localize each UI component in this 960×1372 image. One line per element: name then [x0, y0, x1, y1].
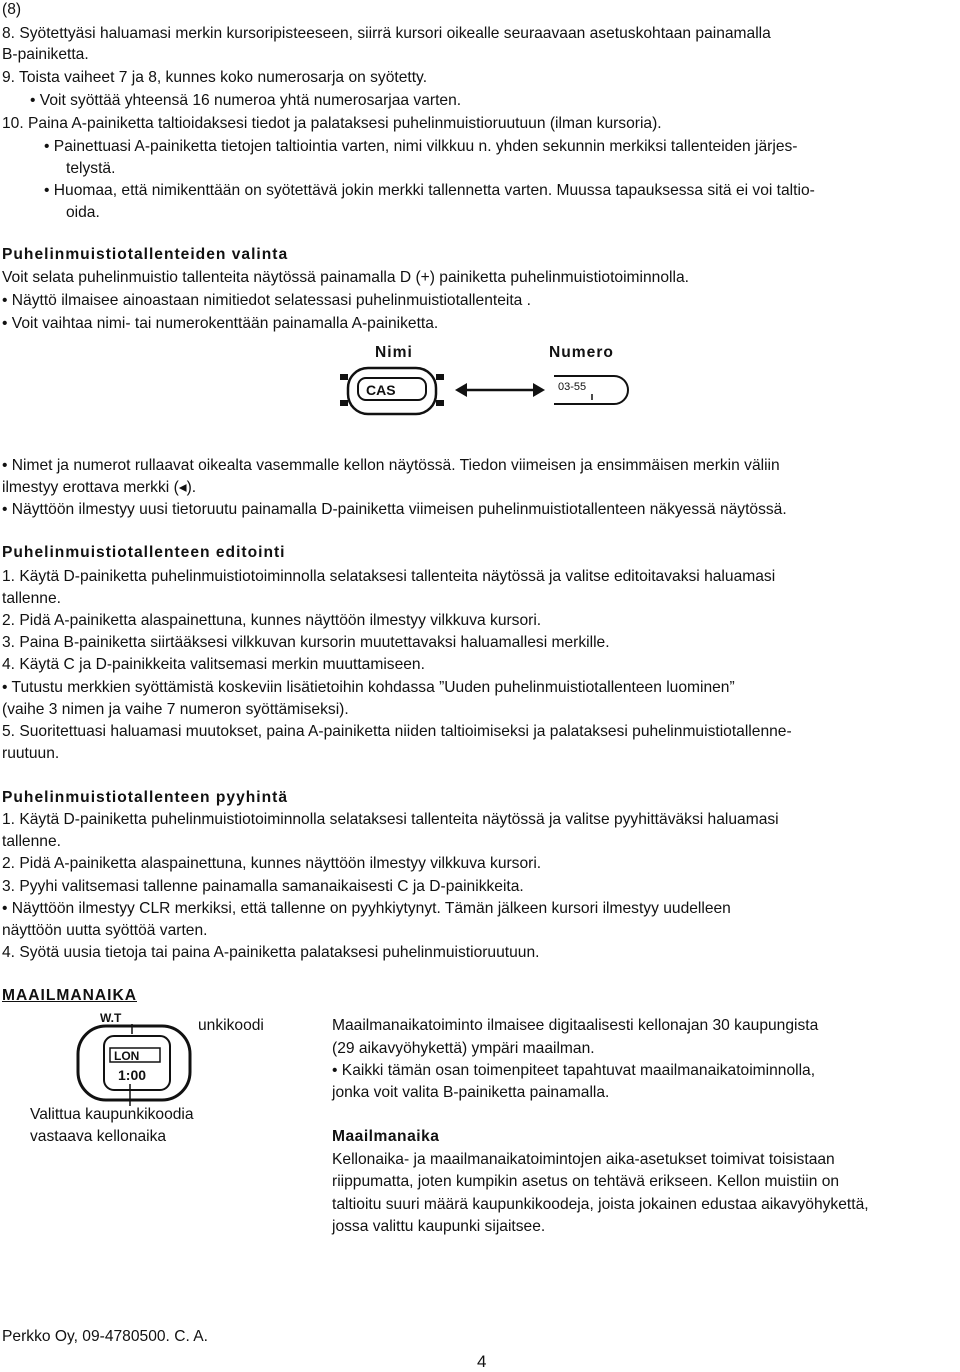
bullet-line: • Kaikki tämän osan toimenpiteet tapahtuvat maailmanaikatoiminnolla, — [332, 1062, 816, 1079]
world-time-watch-figure — [70, 1006, 200, 1106]
watch-name-text: CAS — [366, 382, 396, 398]
step-line: 4. Syötä uusia tietoja tai paina A-painiketta palataksesi puhelinmuistioruutuun. — [2, 944, 540, 961]
paragraph-line: Maailmanaikatoiminto ilmaisee digitaalisesti kellonajan 30 kaupungista — [332, 1017, 819, 1034]
step-line: 3. Pyyhi valitsemasi tallenne painamalla samanaikaisesti C ja D-painikkeita. — [2, 878, 524, 895]
sub-heading-maailmanaika: Maailmanaika — [332, 1128, 440, 1145]
watch-number-text: 03-55 — [558, 381, 587, 393]
paragraph-line: taltioitu suuri määrä kaupunkikoodeja, joista jokainen edustaa aikavyöhykettä, — [332, 1196, 869, 1213]
step-line: 1. Käytä D-painiketta puhelinmuistiotoiminnolla selataksesi tallenteita näytössä ja valitse editoitavaksi haluamasi — [2, 568, 776, 585]
double-arrow-icon — [455, 380, 545, 400]
world-time-time: 1:00 — [118, 1067, 147, 1083]
paragraph-line: jossa valittu kaupunki sijaitsee. — [332, 1218, 546, 1235]
bullet-line: • Voit vaihtaa nimi- tai numerokenttään painamalla A-painiketta. — [2, 315, 439, 332]
section-heading-valinta: Puhelinmuistiotallenteiden valinta — [2, 246, 289, 263]
figure-label-nimi: Nimi — [375, 344, 413, 361]
step-line: 8. Syötettyäsi haluamasi merkin kursoripisteeseen, siirrä kursori oikealle seuraavaan asetuskohtaan painamalla — [2, 25, 771, 42]
step-line: 5. Suoritettuasi haluamasi muutokset, paina A-painiketta niiden taltioimiseksi ja palataksesi puhelinmuistiotallenne- — [2, 723, 792, 740]
page-header: (8) — [2, 1, 22, 18]
figure-caption-line: vastaava kellonaika — [30, 1128, 167, 1145]
bullet-line-cont: (vaihe 3 nimen ja vaihe 7 numeron syöttämiseksi). — [2, 701, 349, 718]
step-line: tallenne. — [2, 590, 61, 607]
bullet-line: • Näyttöön ilmestyy uusi tietoruutu painamalla D-painiketta viimeisen puhelinmuistiotallenteen näkyessä näytössä. — [2, 501, 787, 518]
bullet-line: • Näyttöön ilmestyy CLR merkiksi, että tallenne on pyyhkiytynyt. Tämän jälkeen kursori ilmestyy uudelleen — [2, 900, 731, 917]
watch-number-display — [552, 370, 632, 410]
bullet-line: • Nimet ja numerot rullaavat oikealta vasemmalle kellon näytössä. Tiedon viimeisen ja ensimmäisen merkin väliin — [2, 457, 780, 474]
paragraph-line: riippumatta, joten kumpikin asetus on tehtävä erikseen. Kellon muistiin on — [332, 1173, 840, 1190]
section-heading-editointi: Puhelinmuistiotallenteen editointi — [2, 544, 286, 561]
bullet-line: • Näyttö ilmaisee ainoastaan nimitiedot selatessasi puhelinmuistiotallenteita . — [2, 292, 531, 309]
figure-label-city-code: unkikoodi — [198, 1017, 264, 1034]
bullet-line: • Voit syöttää yhteensä 16 numeroa yhtä numerosarjaa varten. — [30, 92, 462, 109]
paragraph-line: Voit selata puhelinmuistio tallenteita näytössä painamalla D (+) painiketta puhelinmuistiotoiminnolla. — [2, 269, 689, 286]
section-heading-pyyhinta: Puhelinmuistiotallenteen pyyhintä — [2, 789, 289, 806]
world-time-top-label: W.T — [100, 1011, 122, 1025]
bullet-line: • Huomaa, että nimikenttään on syötettävä jokin merkki tallennetta varten. Muussa tapauksessa sitä ei voi taltio- — [44, 182, 815, 199]
step-line: 1. Käytä D-painiketta puhelinmuistiotoiminnolla selataksesi tallenteita näytössä ja valitse pyyhittäväksi haluamasi — [2, 811, 779, 828]
watch-name-display — [338, 362, 448, 418]
bullet-line-cont: ilmestyy erottava merkki (◂). — [2, 479, 197, 496]
step-line: 2. Pidä A-painiketta alaspainettuna, kunnes näyttöön ilmestyy vilkkuva kursori. — [2, 855, 542, 872]
step-line: 4. Käytä C ja D-painikkeita valitsemasi merkin muuttamiseen. — [2, 656, 425, 673]
world-time-city-code: LON — [114, 1049, 140, 1063]
step-line: tallenne. — [2, 833, 61, 850]
step-line: 10. Paina A-painiketta taltioidaksesi tiedot ja palataksesi puhelinmuistioruutuun (ilman kursoria). — [2, 115, 662, 132]
bullet-line-cont: jonka voit valita B-painiketta painamalla. — [332, 1084, 610, 1101]
step-line: 3. Paina B-painiketta siirtääksesi vilkkuvan kursorin muutettavaksi haluamallesi merkille. — [2, 634, 610, 651]
step-line: B-painiketta. — [2, 46, 89, 63]
footer-company: Perkko Oy, 09-4780500. C. A. — [2, 1328, 209, 1345]
bullet-line-cont: oida. — [66, 204, 100, 221]
paragraph-line: (29 aikavyöhykettä) ympäri maailman. — [332, 1040, 595, 1057]
page-number: 4 — [477, 1352, 487, 1371]
bullet-line: • Painettuasi A-painiketta tietojen taltiointia varten, nimi vilkkuu n. yhden sekunnin merkiksi tallenteiden järjes- — [44, 138, 798, 155]
step-line: 9. Toista vaiheet 7 ja 8, kunnes koko numerosarja on syötetty. — [2, 69, 428, 86]
step-line: 2. Pidä A-painiketta alaspainettuna, kunnes näyttöön ilmestyy vilkkuva kursori. — [2, 612, 542, 629]
figure-label-numero: Numero — [549, 344, 614, 361]
bullet-line-cont: näyttöön uutta syöttöä varten. — [2, 922, 208, 939]
section-heading-maailmanaika: MAAILMANAIKA — [2, 987, 137, 1004]
figure-caption-line: Valittua kaupunkikoodia — [30, 1106, 194, 1123]
bullet-line: • Tutustu merkkien syöttämistä koskeviin lisätietoihin kohdassa ”Uuden puhelinmuistiotallenteen luominen” — [2, 679, 735, 696]
paragraph-line: Kellonaika- ja maailmanaikatoimintojen aika-asetukset toimivat toisistaan — [332, 1151, 835, 1168]
bullet-line-cont: telystä. — [66, 160, 116, 177]
step-line: ruutuun. — [2, 745, 60, 762]
